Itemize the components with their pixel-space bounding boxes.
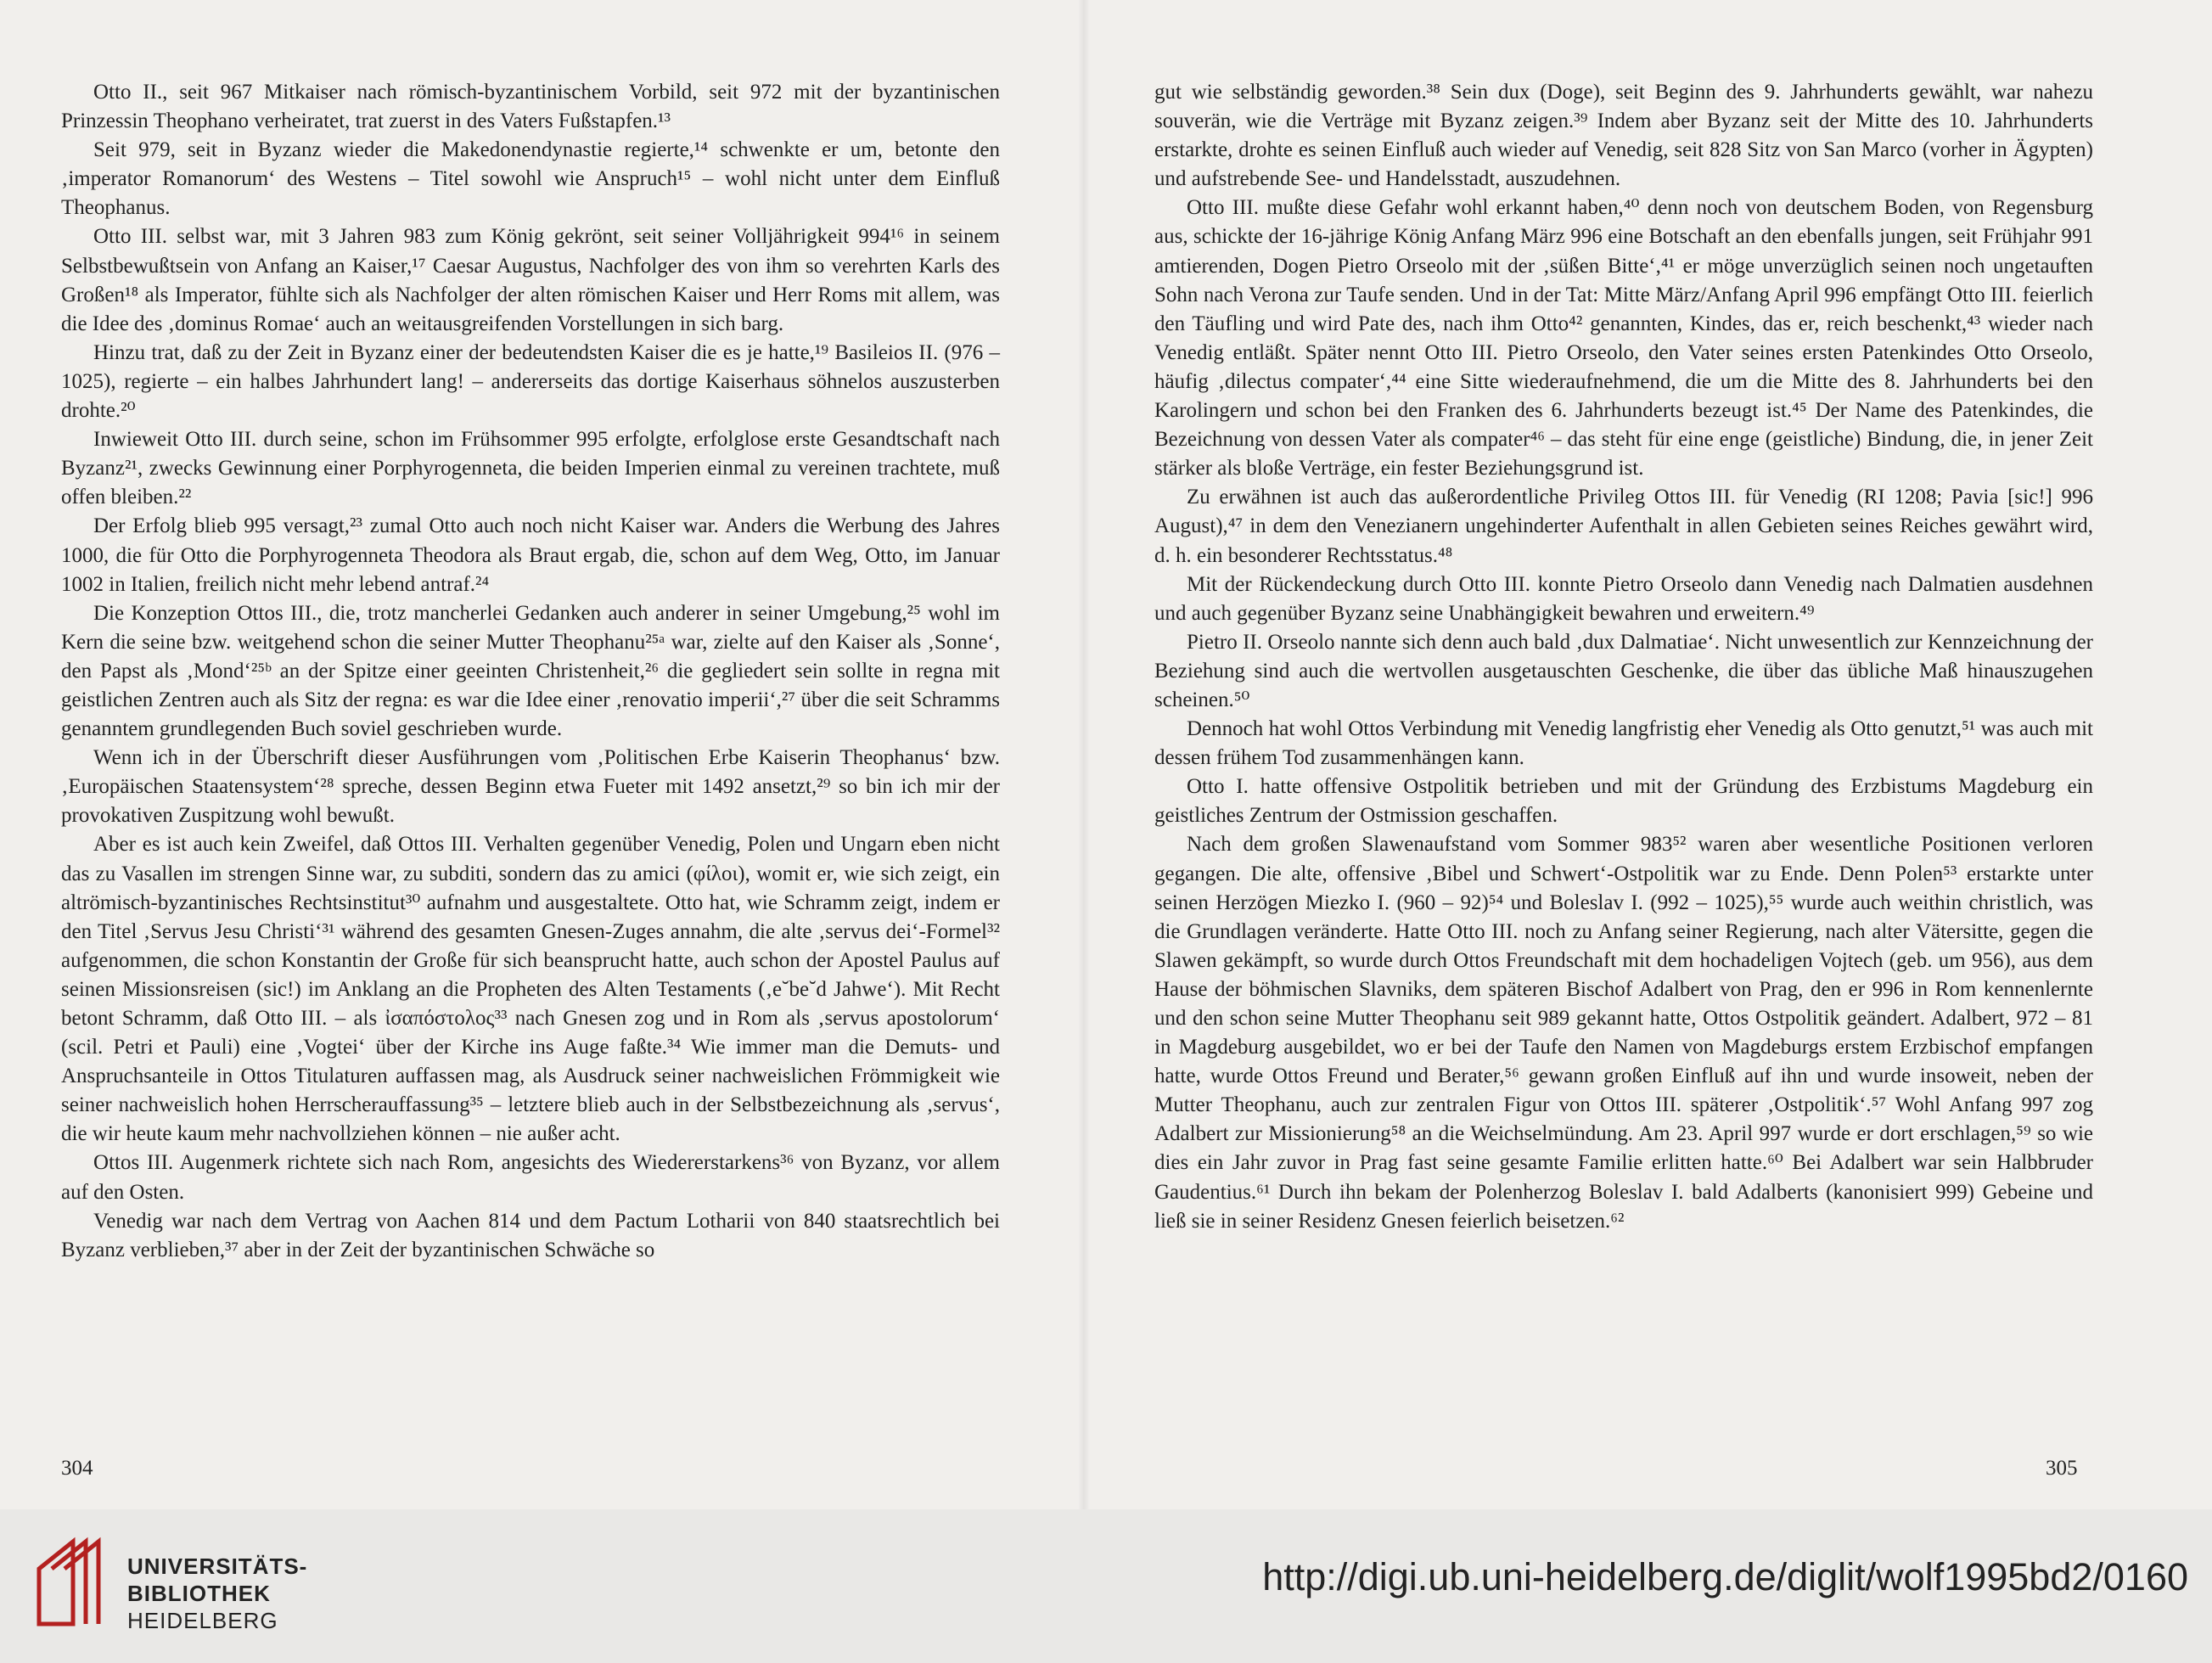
document-url-link[interactable]: http://digi.ub.uni-heidelberg.de/diglit/wolf1995bd2/0160	[1262, 1555, 2188, 1598]
paragraph: Seit 979, seit in Byzanz wieder die Makedonendynastie regierte,¹⁴ schwenkte er um, betonte den ‚imperator Romanorum‘ des Westens – Titel sowohl wie Anspruch¹⁵ – wohl nicht unter dem Einfluß Theophanus.	[61, 138, 1000, 220]
right-page-text	[1154, 78, 2093, 1236]
paragraph: Zu erwähnen ist auch das außerordentliche Privileg Ottos III. für Venedig (RI 1208; Pavia [sic!] 996 August),⁴⁷ in dem den Venezianern ungehinderter Aufenthalt in allen Gebieten seines Reiches gewährt wird, d. h. ein besonderer Rechtsstatus.⁴⁸	[1154, 486, 2093, 567]
paragraph: Venedig war nach dem Vertrag von Aachen 814 und dem Pactum Lotharii von 840 staatsrechtlich bei Byzanz verblieben,³⁷ aber in der Zeit der byzantinischen Schwäche so	[61, 1209, 1000, 1261]
paragraph: Otto III. mußte diese Gefahr wohl erkannt haben,⁴⁰ denn noch von deutschem Boden, von Regensburg aus, schickte der 16-jährige König Anfang März 996 eine Botschaft an den ebenfalls jungen, seit Frühjahr 991 amtierenden, Dogen Pietro Orseolo mit der ‚süßen Bitte‘,⁴¹ er möge unverzüglich seinen noch ungetauften Sohn nach Verona zur Taufe senden. Und in der Tat: Mitte März/Anfang April 996 empfängt Otto III. feierlich den Täufling und wird Pate des, nach ihm Otto⁴² genannten, Kindes, das er, reich beschenkt,⁴³ wieder nach Venedig entläßt. Später nennt Otto III. Pietro Orseolo, den Vater seines ersten Patenkindes Otto Orseolo, häufig ‚dilectus compater‘,⁴⁴ eine Sitte wiederaufnehmend, die um die Mitte des 8. Jahrhunderts bei den Karolingern und schon bei den Franken des 6. Jahrhunderts bezeugt ist.⁴⁵ Der Name des Patenkindes, die Bezeichnung von dessen Vater als compater⁴⁶ – das steht für eine enge (geistliche) Bindung, die, in jener Zeit stärker als bloße Verträge, ein fester Beziehungsgrund ist.	[1154, 196, 2093, 480]
paragraph: Otto III. selbst war, mit 3 Jahren 983 zum König gekrönt, seit seiner Volljährigkeit 994¹⁶ in seinem Selbstbewußtsein von Anfang an Kaiser,¹⁷ Caesar Augustus, Nachfolger des von ihm so verehrten Karls des Großen¹⁸ als Imperator, fühlte sich als Nachfolger der alten römischen Kaiser und Herr Roms mit allem, was die Idee des ‚dominus Romae‘ auch an weitausgreifenden Vorstellungen in sich barg.	[61, 225, 1000, 335]
library-logo-icon	[31, 1535, 115, 1632]
right-page-number: 305	[2046, 1457, 2078, 1480]
logo-text-line3: HEIDELBERG	[127, 1608, 278, 1633]
paragraph: Nach dem großen Slawenaufstand vom Sommer 983⁵² waren aber wesentliche Positionen verloren gegangen. Die alte, offensive ‚Bibel und Schwert‘-Ostpolitik war zu Ende. Denn Polen⁵³ erstarkte unter seinen Herzögen Miezko I. (960 – 92)⁵⁴ und Boleslav I. (992 – 1025),⁵⁵ wurde auch weithin christlich, was die Grundlagen veränderte. Hatte Otto III. noch zu Anfang seiner Regierung, nach alter Vätersitte, gegen die Slawen gekämpft, so wurde durch Ottos Freundschaft mit dem hochadeligen Vojtech (geb. um 956), aus dem Hause der böhmischen Slavniks, dem späteren Bischof Adalbert von Prag, den er 996 in Rom kennenlernte und den schon seine Mutter Theophanu seit 989 gekannt hatte, Ottos Ostpolitik geändert. Adalbert, 972 – 81 in Magdeburg ausgebildet, wo er bei der Taufe den Namen von Magdeburgs erstem Erzbischof empfangen hatte, wurde Ottos Freund und Berater,⁵⁶ gewann großen Einfluß auf ihn und wurde insoweit, neben der Mutter Theophanu, auch zur zentralen Figur von Ottos III. späterer ‚Ostpolitik‘.⁵⁷ Wohl Anfang 997 zog Adalbert zur Missionierung⁵⁸ an die Weichselmündung. Am 23. April 997 wurde er dort erschlagen,⁵⁹ so wie dies ein Jahr zuvor in Prag fast seine gesamte Familie erlitten hatte.⁶⁰ Bei Adalbert war sein Halbbruder Gaudentius.⁶¹ Durch ihn bekam der Polenherzog Boleslav I. bald Adalberts (kanonisiert 999) Gebeine und ließ sie in seiner Residenz Gnesen feierlich beisetzen.⁶²	[1154, 833, 2093, 1233]
library-footer	[0, 1509, 2212, 1663]
paragraph: gut wie selbständig geworden.³⁸ Sein dux (Doge), seit Beginn des 9. Jahrhunderts gewählt, war nahezu souverän, wie die Verträge mit Byzanz zeigen.³⁹ Indem aber Byzanz seit der Mitte des 10. Jahrhunderts erstarkte, drohte es seinen Einfluß auch wieder auf Venedig, seit 828 Sitz von San Marco (vorher in Ägypten) und aufstrebende See- und Handelsstadt, auszudehnen.	[1154, 81, 2093, 191]
left-page-text	[61, 78, 1000, 1265]
paragraph: Otto II., seit 967 Mitkaiser nach römisch-byzantinischem Vorbild, seit 972 mit der byzantinischen Prinzessin Theophano verheiratet, trat zuerst in des Vaters Fußstapfen.¹³	[61, 81, 1000, 133]
paragraph: Mit der Rückendeckung durch Otto III. konnte Pietro Orseolo dann Venedig nach Dalmatien ausdehnen und auch gegenüber Byzanz seine Unabhängigkeit bewahren und erweitern.⁴⁹	[1154, 572, 2093, 625]
book-gutter	[1078, 0, 1090, 1509]
paragraph: Dennoch hat wohl Ottos Verbindung mit Venedig langfristig eher Venedig als Otto genutzt,⁵¹ was auch mit dessen frühem Tod zusammenhängen kann.	[1154, 717, 2093, 770]
paragraph: Otto I. hatte offensive Ostpolitik betrieben und mit der Gründung des Erzbistums Magdeburg ein geistliches Zentrum der Ostmission geschaffen.	[1154, 775, 2093, 828]
paragraph: Hinzu trat, daß zu der Zeit in Byzanz einer der bedeutendsten Kaiser die es je hatte,¹⁹ Basileios II. (976 – 1025), regierte – ein halbes Jahrhundert lang! – andererseits das dortige Kaiserhaus söhnelos auszusterben drohte.²⁰	[61, 340, 1000, 423]
left-page-number: 304	[61, 1457, 93, 1480]
paragraph: Aber es ist auch kein Zweifel, daß Ottos III. Verhalten gegenüber Venedig, Polen und Ungarn eben nicht das zu Vasallen im strengen Sinne war, zu subditi, sondern das zu amici (φίλοι), womit er, wie sich zeigt, ein altrömisch-byzantinisches Rechtsinstitut³⁰ aufnahm und ausgestaltete. Otto hat, wie Schramm zeigt, indem er den Titel ‚Servus Jesu Christi‘³¹ während des gesamten Gnesen-Zuges annahm, die alte ‚servus dei‘-Formel³² aufgenommen, die schon Konstantin der Große für sich beansprucht hatte, auch schon der Apostel Paulus auf seinen Missionsreisen (sic!) im Anklang an die Propheten des Alten Testaments (‚e˘be˘d Jahwe‘). Mit Recht betont Schramm, daß Otto III. – als ἰσαπόστολος³³ nach Gnesen zog und in Rom als ‚servus apostolorum‘ (scil. Petri et Pauli) eine ‚Vogtei‘ über der Kirche ins Auge faßte.³⁴ Wie immer man die Demuts- und Anspruchsanteile in Ottos Titulaturen auffassen mag, als Ausdruck seiner nachweislichen Frömmigkeit wie seiner nachweislich hohen Herrscherauffassung³⁵ – letztere blieb auch in der Selbstbezeichnung als ‚servus‘, die wir heute kaum mehr nachvollziehen können – nie außer acht.	[61, 833, 1000, 1146]
logo-text-line2: BIBLIOTHEK	[127, 1581, 271, 1606]
paragraph: Wenn ich in der Überschrift dieser Ausführungen vom ‚Politischen Erbe Kaiserin Theophanus‘ bzw. ‚Europäischen Staatensystem‘²⁸ spreche, dessen Beginn etwa Fueter mit 1492 ansetzt,²⁹ so bin ich mir der provokativen Zuspitzung wohl bewußt.	[61, 746, 1000, 828]
paragraph: Inwieweit Otto III. durch seine, schon im Frühsommer 995 erfolgte, erfolglose erste Gesandtschaft nach Byzanz²¹, zwecks Gewinnung einer Porphyrogenneta, die beiden Imperien einmal zu vereinen trachtete, muß offen bleiben.²²	[61, 428, 1000, 509]
logo-text-line1: UNIVERSITÄTS-	[127, 1553, 308, 1579]
paragraph: Pietro II. Orseolo nannte sich denn auch bald ‚dux Dalmatiae‘. Nicht unwesentlich zur Kennzeichnung der Beziehung sind auch die wertvollen ausgetauschten Geschenke, die über das übliche Maß hinauszugehen scheinen.⁵⁰	[1154, 630, 2093, 711]
paragraph: Der Erfolg blieb 995 versagt,²³ zumal Otto auch noch nicht Kaiser war. Anders die Werbung des Jahres 1000, die für Otto die Porphyrogenneta Theodora als Braut ergab, die, schon auf dem Weg, Otto, im Januar 1002 in Italien, freilich nicht mehr lebend antraf.²⁴	[61, 514, 1000, 596]
paragraph: Die Konzeption Ottos III., die, trotz mancherlei Gedanken auch anderer in seiner Umgebung,²⁵ wohl im Kern die seine bzw. weitgehend schon die seiner Mutter Theophanu²⁵ᵃ war, zielte auf den Kaiser als ‚Sonne‘, den Papst als ‚Mond‘²⁵ᵇ an der Spitze einer geeinten Christenheit,²⁶ die gegliedert sein sollte in regna mit geistlichen Zentren auch als Sitz der regna: es war die Idee einer ‚renovatio imperii‘,²⁷ über die seit Schramms genanntem grundlegenden Buch soviel geschrieben wurde.	[61, 601, 1000, 741]
paragraph: Ottos III. Augenmerk richtete sich nach Rom, angesichts des Wiedererstarkens³⁶ von Byzanz, vor allem auf den Osten.	[61, 1151, 1000, 1204]
